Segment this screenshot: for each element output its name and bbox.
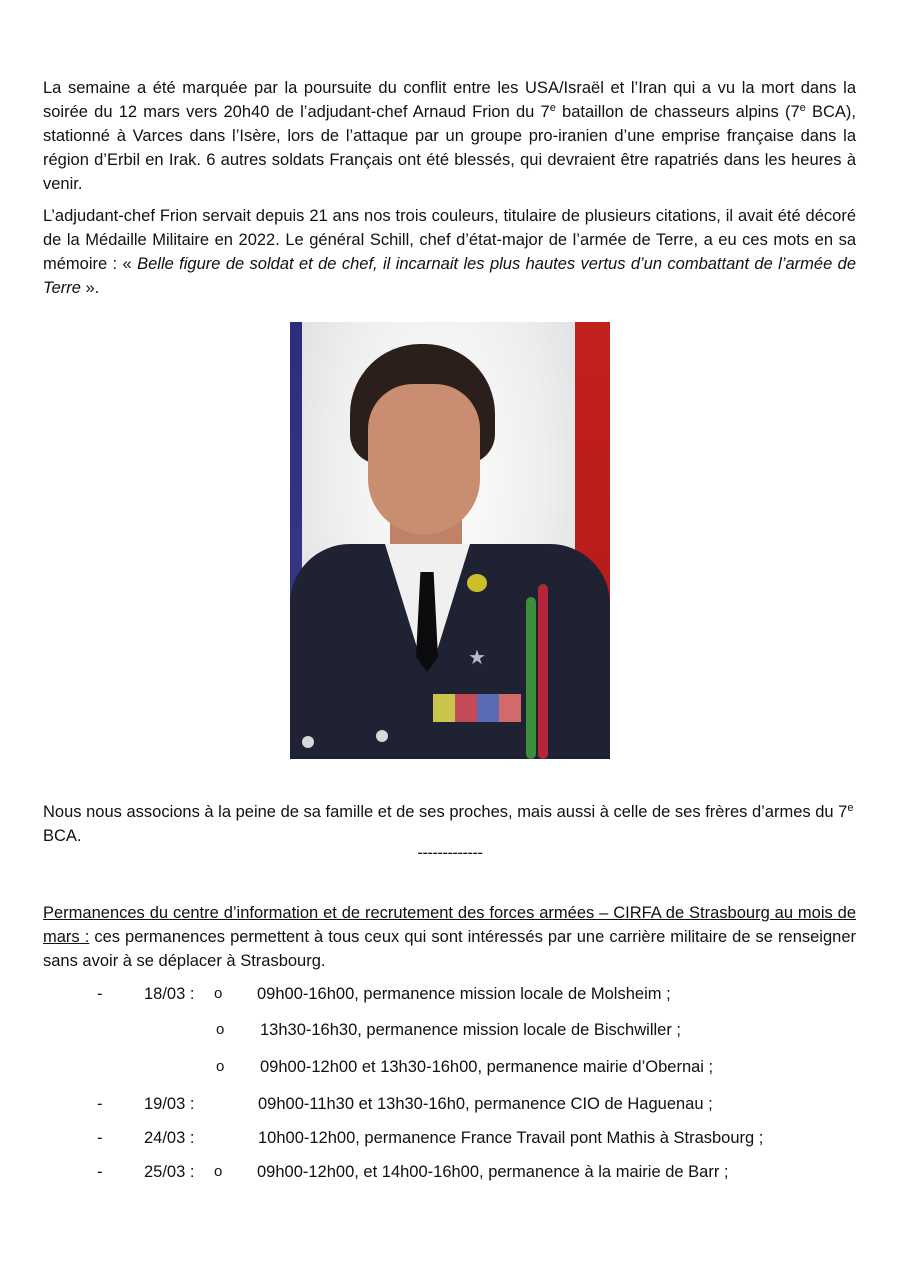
schedule-text: 09h00-12h00, et 14h00-16h00, permanence à la mairie de Barr ; — [257, 1163, 729, 1181]
paragraph-tribute — [43, 204, 856, 300]
uniform-button — [302, 736, 314, 748]
schedule-date: 24/03 : — [144, 1129, 195, 1147]
text-segment: L’adjudant-chef Frion servait depuis 21 ans nos trois couleurs, titulaire de plusieurs citations, il avait été décoré de la Médaille Militaire en 2022. Le général Schill, chef d’état-major de l’armée de Terre, a eu ces mots en sa mémoire : « — [43, 207, 856, 273]
dash-bullet: - — [97, 1129, 103, 1147]
superscript: e — [847, 802, 854, 814]
schedule-date: 25/03 : — [144, 1163, 195, 1181]
portrait-photo — [290, 322, 610, 759]
schedule-row — [0, 1095, 900, 1119]
star-insignia-icon: ★ — [468, 647, 486, 669]
schedule-row — [0, 985, 900, 1009]
general-quote: Belle figure de soldat et de chef, il incarnait les plus hautes vertus d’un combattant de l’armée de Terre — [43, 255, 856, 297]
text-segment: Nous nous associons à la peine de sa famille et de ses proches, mais aussi à celle de ses frères d’armes du 7 — [43, 803, 848, 821]
schedule-row — [0, 1021, 900, 1045]
circle-bullet-icon: o — [216, 1058, 225, 1075]
fourragere-green — [526, 597, 536, 759]
medal-ribbons — [433, 694, 521, 722]
dash-bullet: - — [97, 985, 103, 1003]
face — [368, 384, 480, 534]
paragraph-condolences — [43, 800, 856, 848]
text-segment: BCA. — [43, 827, 82, 845]
dash-bullet: - — [97, 1095, 103, 1113]
collar-badge-icon — [467, 574, 487, 592]
schedule-row — [0, 1058, 900, 1082]
schedule-row — [0, 1163, 900, 1187]
paragraph-death-announcement — [43, 76, 856, 196]
schedule-date: 19/03 : — [144, 1095, 195, 1113]
circle-bullet-icon: o — [214, 1163, 223, 1180]
cirfa-description: ces permanences permettent à tous ceux qui sont intéressés par une carrière militaire de se renseigner sans avoir à se déplacer à Strasbourg. — [43, 928, 856, 970]
section-separator: ------------- — [417, 844, 483, 862]
superscript: e — [799, 102, 806, 114]
schedule-row — [0, 1129, 900, 1153]
article-intro — [43, 76, 856, 300]
schedule-text: 09h00-16h00, permanence mission locale de Molsheim ; — [257, 985, 671, 1003]
schedule-text: 09h00-12h00 et 13h30-16h00, permanence mairie d’Obernai ; — [260, 1058, 714, 1076]
schedule-date: 18/03 : — [144, 985, 195, 1003]
uniform-button — [376, 730, 388, 742]
circle-bullet-icon: o — [216, 1021, 225, 1038]
schedule-text: 13h30-16h30, permanence mission locale de Bischwiller ; — [260, 1021, 681, 1039]
schedule-text: 10h00-12h00, permanence France Travail pont Mathis à Strasbourg ; — [258, 1129, 764, 1147]
circle-bullet-icon: o — [214, 985, 223, 1002]
fourragere-red — [538, 584, 548, 759]
text-segment: BCA), stationné à Varces dans l’Isère, lors de l’attaque par un groupe pro-iranien d’une emprise française dans la région d’Erbil en Irak. 6 autres soldats Français ont été blessés, qui devraient être rapatriés dans les heures à venir. — [43, 103, 856, 193]
cirfa-heading: Permanences du centre d’information et de recrutement des forces armées – CIRFA de Strasbourg — [43, 904, 775, 922]
text-segment: La semaine a été marquée par la poursuite du conflit entre les USA/Israël et l’Iran qui a vu la mort dans la soirée du 12 mars vers 20h40 de l’adjudant-chef Arnaud Frion du 7 — [43, 79, 856, 121]
text-segment: ». — [80, 279, 100, 297]
dash-bullet: - — [97, 1163, 103, 1181]
schedule-text: 09h00-11h30 et 13h30-16h0, permanence CIO de Haguenau ; — [258, 1095, 713, 1113]
superscript: e — [549, 102, 556, 114]
text-segment: bataillon de chasseurs alpins (7 — [555, 103, 800, 121]
cirfa-intro — [43, 901, 856, 973]
cirfa-heading-month: au mois de mars : — [43, 904, 856, 946]
